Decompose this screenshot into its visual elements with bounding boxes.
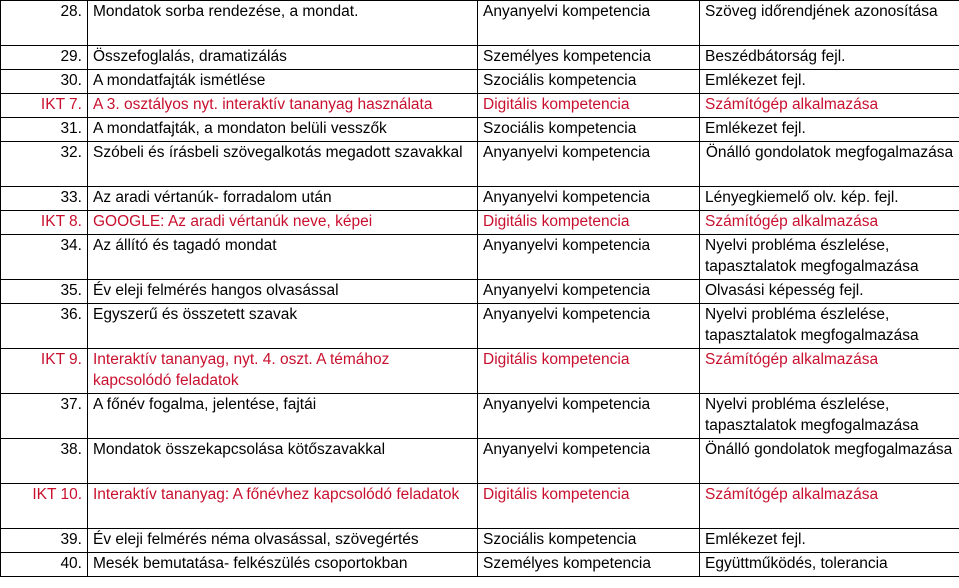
ikt-row — [1, 211, 959, 235]
developed-skill-cell: Olvasási képesség fejl. — [700, 280, 959, 304]
developed-skill-cell: Emlékezet fejl. — [700, 118, 959, 142]
lesson-topic-cell: Összefoglalás, dramatizálás — [88, 46, 478, 70]
lesson-topic-cell: Év eleji felmérés hangos olvasással — [88, 280, 478, 304]
row-number-cell: 35. — [1, 280, 88, 304]
competence-cell: Anyanyelvi kompetencia — [478, 280, 700, 304]
competence-cell: Digitális kompetencia — [478, 484, 700, 529]
lesson-topic-cell: Mesék bemutatása- felkészülés csoportokban — [88, 553, 478, 577]
developed-skill-cell: Számítógép alkalmazása — [700, 484, 959, 529]
competence-cell: Anyanyelvi kompetencia — [478, 235, 700, 280]
table-row — [1, 187, 959, 211]
competence-cell: Személyes kompetencia — [478, 46, 700, 70]
lesson-topic-cell: Az állító és tagadó mondat — [88, 235, 478, 280]
competence-cell: Anyanyelvi kompetencia — [478, 439, 700, 484]
competence-cell: Anyanyelvi kompetencia — [478, 394, 700, 439]
row-number-cell: IKT 7. — [1, 94, 88, 118]
table-row — [1, 70, 959, 94]
table-row — [1, 439, 959, 484]
row-number-cell: IKT 10. — [1, 484, 88, 529]
lesson-topic-cell: Egyszerű és összetett szavak — [88, 304, 478, 349]
table-row — [1, 142, 959, 187]
developed-skill-cell: Számítógép alkalmazása — [700, 211, 959, 235]
row-number-cell: 34. — [1, 235, 88, 280]
row-number-cell: 40. — [1, 553, 88, 577]
developed-skill-cell: Lényegkiemelő olv. kép. fejl. — [700, 187, 959, 211]
table-row — [1, 304, 959, 349]
competence-cell: Személyes kompetencia — [478, 553, 700, 577]
row-number-cell: 37. — [1, 394, 88, 439]
row-number-cell: 31. — [1, 118, 88, 142]
table-row — [1, 46, 959, 70]
developed-skill-cell: Szöveg időrendjének azonosítása — [700, 1, 959, 46]
competence-cell: Anyanyelvi kompetencia — [478, 1, 700, 46]
developed-skill-cell: Számítógép alkalmazása — [700, 94, 959, 118]
row-number-cell: 36. — [1, 304, 88, 349]
competence-cell: Digitális kompetencia — [478, 211, 700, 235]
ikt-row — [1, 94, 959, 118]
developed-skill-cell: Együttműködés, tolerancia — [700, 553, 959, 577]
row-number-cell: 29. — [1, 46, 88, 70]
lesson-topic-cell: Év eleji felmérés néma olvasással, szövegértés — [88, 529, 478, 553]
developed-skill-cell: Számítógép alkalmazása — [700, 349, 959, 394]
competence-cell: Szociális kompetencia — [478, 529, 700, 553]
row-number-cell: IKT 8. — [1, 211, 88, 235]
table-row — [1, 235, 959, 280]
lesson-topic-cell: A főnév fogalma, jelentése, fajtái — [88, 394, 478, 439]
developed-skill-cell: Emlékezet fejl. — [700, 529, 959, 553]
lesson-topic-cell: GOOGLE: Az aradi vértanúk neve, képei — [88, 211, 478, 235]
lesson-topic-cell: A mondatfajták ismétlése — [88, 70, 478, 94]
developed-skill-cell: Önálló gondolatok megfogalmazása — [700, 439, 959, 484]
competence-cell: Anyanyelvi kompetencia — [478, 187, 700, 211]
developed-skill-cell: Nyelvi probléma észlelése, tapasztalatok megfogalmazása — [700, 394, 959, 439]
table-row — [1, 529, 959, 553]
row-number-cell: IKT 9. — [1, 349, 88, 394]
row-number-cell: 30. — [1, 70, 88, 94]
lesson-topic-cell: Mondatok összekapcsolása kötőszavakkal — [88, 439, 478, 484]
developed-skill-cell: Önálló gondolatok megfogalmazása — [700, 142, 959, 187]
lesson-topic-cell: A mondatfajták, a mondaton belüli vesszők — [88, 118, 478, 142]
lesson-topic-cell: Interaktív tananyag: A főnévhez kapcsolódó feladatok — [88, 484, 478, 529]
lesson-topic-cell: Szóbeli és írásbeli szövegalkotás megadott szavakkal — [88, 142, 478, 187]
table-row — [1, 394, 959, 439]
table-row — [1, 1, 959, 46]
table-row — [1, 118, 959, 142]
competence-cell: Anyanyelvi kompetencia — [478, 142, 700, 187]
table-row — [1, 280, 959, 304]
developed-skill-cell: Beszédbátorság fejl. — [700, 46, 959, 70]
ikt-row — [1, 484, 959, 529]
lesson-topic-cell: Az aradi vértanúk- forradalom után — [88, 187, 478, 211]
row-number-cell: 28. — [1, 1, 88, 46]
row-number-cell: 38. — [1, 439, 88, 484]
developed-skill-cell: Nyelvi probléma észlelése, tapasztalatok megfogalmazása — [700, 235, 959, 280]
lesson-topic-cell: A 3. osztályos nyt. interaktív tananyag használata — [88, 94, 478, 118]
lesson-topic-cell: Mondatok sorba rendezése, a mondat. — [88, 1, 478, 46]
competence-cell: Digitális kompetencia — [478, 94, 700, 118]
ikt-row — [1, 349, 959, 394]
competence-cell: Szociális kompetencia — [478, 70, 700, 94]
row-number-cell: 32. — [1, 142, 88, 187]
developed-skill-cell: Nyelvi probléma észlelése, tapasztalatok megfogalmazása — [700, 304, 959, 349]
lesson-topic-cell: Interaktív tananyag, nyt. 4. oszt. A témához kapcsolódó feladatok — [88, 349, 478, 394]
developed-skill-cell: Emlékezet fejl. — [700, 70, 959, 94]
row-number-cell: 39. — [1, 529, 88, 553]
row-number-cell: 33. — [1, 187, 88, 211]
competence-cell: Anyanyelvi kompetencia — [478, 304, 700, 349]
competence-cell: Digitális kompetencia — [478, 349, 700, 394]
table-row — [1, 553, 959, 577]
table-body — [1, 1, 959, 577]
competence-cell: Szociális kompetencia — [478, 118, 700, 142]
